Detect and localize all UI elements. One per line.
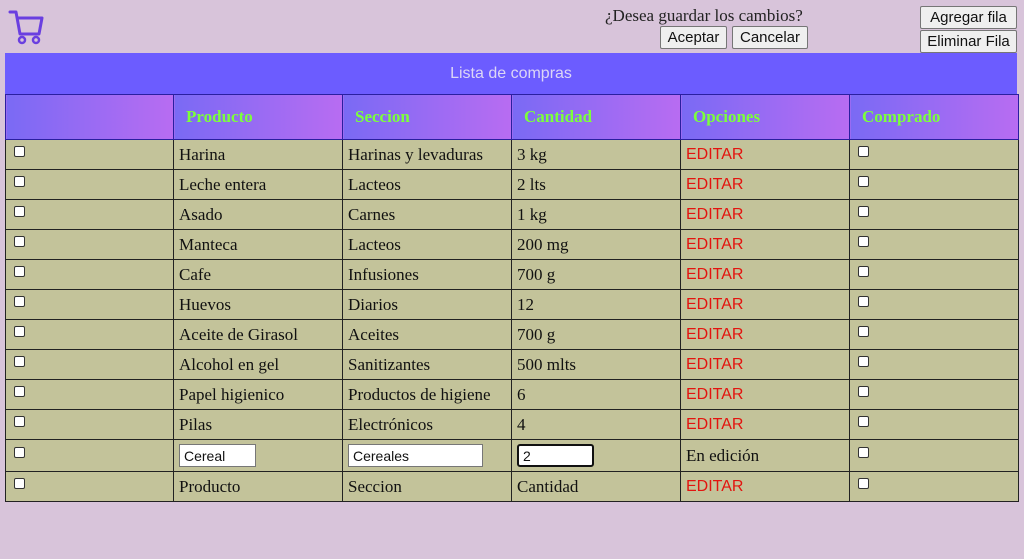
- edit-link[interactable]: EDITAR: [681, 350, 850, 380]
- row-select-cell: [6, 472, 174, 502]
- table-row: [6, 410, 1019, 440]
- column-header-seccion: Seccion: [343, 95, 512, 140]
- delete-row-button[interactable]: Eliminar Fila: [920, 30, 1017, 53]
- column-header-select: [6, 95, 174, 140]
- producto-input[interactable]: [179, 444, 256, 467]
- accept-button[interactable]: Aceptar: [660, 26, 727, 49]
- table-row: [6, 140, 1019, 170]
- purchased-checkbox[interactable]: [858, 296, 869, 307]
- seccion-cell: Productos de higiene: [343, 380, 512, 410]
- producto-cell: Aceite de Girasol: [174, 320, 343, 350]
- seccion-cell: Aceites: [343, 320, 512, 350]
- edit-link[interactable]: EDITAR: [681, 260, 850, 290]
- row-select-checkbox[interactable]: [14, 176, 25, 187]
- cantidad-cell: 4: [512, 410, 681, 440]
- producto-cell: [174, 440, 343, 472]
- purchased-cell: [850, 410, 1019, 440]
- column-header-opciones: Opciones: [681, 95, 850, 140]
- row-select-checkbox[interactable]: [14, 326, 25, 337]
- row-select-checkbox[interactable]: [14, 356, 25, 367]
- purchased-cell: [850, 350, 1019, 380]
- edit-link[interactable]: EDITAR: [681, 320, 850, 350]
- table-row: [6, 290, 1019, 320]
- row-select-cell: [6, 440, 174, 472]
- cancel-button[interactable]: Cancelar: [732, 26, 808, 49]
- row-select-cell: [6, 320, 174, 350]
- cantidad-cell: Cantidad: [512, 472, 681, 502]
- editing-status: En edición: [681, 440, 850, 472]
- template-row: [6, 472, 1019, 502]
- edit-link[interactable]: EDITAR: [681, 230, 850, 260]
- row-select-cell: [6, 290, 174, 320]
- edit-link[interactable]: EDITAR: [681, 410, 850, 440]
- producto-cell: Papel higienico: [174, 380, 343, 410]
- producto-cell: Alcohol en gel: [174, 350, 343, 380]
- column-header-comprado: Comprado: [850, 95, 1019, 140]
- producto-cell: Cafe: [174, 260, 343, 290]
- purchased-checkbox[interactable]: [858, 146, 869, 157]
- row-select-checkbox[interactable]: [14, 386, 25, 397]
- cantidad-cell: 3 kg: [512, 140, 681, 170]
- purchased-cell: [850, 230, 1019, 260]
- row-select-cell: [6, 380, 174, 410]
- table-row: [6, 350, 1019, 380]
- row-select-cell: [6, 260, 174, 290]
- producto-cell: Asado: [174, 200, 343, 230]
- producto-cell: Pilas: [174, 410, 343, 440]
- purchased-cell: [850, 140, 1019, 170]
- table-row: [6, 260, 1019, 290]
- table-title: Lista de compras: [5, 53, 1017, 94]
- row-select-checkbox[interactable]: [14, 447, 25, 458]
- edit-link[interactable]: EDITAR: [681, 170, 850, 200]
- column-header-producto: Producto: [174, 95, 343, 140]
- cantidad-input[interactable]: [517, 444, 594, 467]
- row-select-cell: [6, 350, 174, 380]
- purchased-cell: [850, 260, 1019, 290]
- edit-link[interactable]: EDITAR: [681, 200, 850, 230]
- cantidad-cell: 700 g: [512, 260, 681, 290]
- seccion-cell: Diarios: [343, 290, 512, 320]
- purchased-cell: [850, 290, 1019, 320]
- purchased-checkbox[interactable]: [858, 447, 869, 458]
- row-select-cell: [6, 140, 174, 170]
- edit-link[interactable]: EDITAR: [681, 290, 850, 320]
- row-select-checkbox[interactable]: [14, 146, 25, 157]
- purchased-checkbox[interactable]: [858, 416, 869, 427]
- purchased-cell: [850, 170, 1019, 200]
- purchased-checkbox[interactable]: [858, 236, 869, 247]
- edit-link[interactable]: EDITAR: [681, 472, 850, 502]
- producto-cell: Producto: [174, 472, 343, 502]
- seccion-cell: Infusiones: [343, 260, 512, 290]
- cantidad-cell: 200 mg: [512, 230, 681, 260]
- row-select-cell: [6, 170, 174, 200]
- producto-cell: Huevos: [174, 290, 343, 320]
- shopping-cart-icon[interactable]: [8, 8, 44, 46]
- row-select-cell: [6, 200, 174, 230]
- cantidad-cell: 6: [512, 380, 681, 410]
- purchased-cell: [850, 472, 1019, 502]
- purchased-cell: [850, 320, 1019, 350]
- seccion-cell: Carnes: [343, 200, 512, 230]
- producto-cell: Harina: [174, 140, 343, 170]
- seccion-cell: Lacteos: [343, 230, 512, 260]
- shopping-list-table: [5, 94, 1019, 502]
- column-header-cantidad: Cantidad: [512, 95, 681, 140]
- add-row-button[interactable]: Agregar fila: [920, 6, 1017, 29]
- cantidad-cell: 500 mlts: [512, 350, 681, 380]
- table-row: [6, 200, 1019, 230]
- row-select-checkbox[interactable]: [14, 478, 25, 489]
- seccion-cell: Sanitizantes: [343, 350, 512, 380]
- table-row: [6, 170, 1019, 200]
- purchased-checkbox[interactable]: [858, 386, 869, 397]
- row-select-cell: [6, 230, 174, 260]
- editing-row: [6, 440, 1019, 472]
- row-select-checkbox[interactable]: [14, 416, 25, 427]
- seccion-cell: [343, 440, 512, 472]
- edit-link[interactable]: EDITAR: [681, 140, 850, 170]
- purchased-checkbox[interactable]: [858, 478, 869, 489]
- purchased-cell: [850, 440, 1019, 472]
- purchased-checkbox[interactable]: [858, 176, 869, 187]
- row-select-cell: [6, 410, 174, 440]
- purchased-checkbox[interactable]: [858, 266, 869, 277]
- row-select-checkbox[interactable]: [14, 236, 25, 247]
- purchased-checkbox[interactable]: [858, 326, 869, 337]
- row-select-checkbox[interactable]: [14, 296, 25, 307]
- purchased-cell: [850, 200, 1019, 230]
- seccion-cell: Harinas y levaduras: [343, 140, 512, 170]
- seccion-cell: Seccion: [343, 472, 512, 502]
- table-row: [6, 320, 1019, 350]
- cantidad-cell: [512, 440, 681, 472]
- cantidad-cell: 1 kg: [512, 200, 681, 230]
- producto-cell: Leche entera: [174, 170, 343, 200]
- cantidad-cell: 12: [512, 290, 681, 320]
- table-header-row: [6, 95, 1019, 140]
- producto-cell: Manteca: [174, 230, 343, 260]
- row-select-checkbox[interactable]: [14, 206, 25, 217]
- table-row: [6, 230, 1019, 260]
- purchased-cell: [850, 380, 1019, 410]
- purchased-checkbox[interactable]: [858, 356, 869, 367]
- seccion-cell: Lacteos: [343, 170, 512, 200]
- seccion-input[interactable]: [348, 444, 483, 467]
- edit-link[interactable]: EDITAR: [681, 380, 850, 410]
- purchased-checkbox[interactable]: [858, 206, 869, 217]
- cantidad-cell: 2 lts: [512, 170, 681, 200]
- seccion-cell: Electrónicos: [343, 410, 512, 440]
- row-select-checkbox[interactable]: [14, 266, 25, 277]
- cantidad-cell: 700 g: [512, 320, 681, 350]
- table-row: [6, 380, 1019, 410]
- save-changes-prompt: ¿Desea guardar los cambios?: [605, 6, 803, 25]
